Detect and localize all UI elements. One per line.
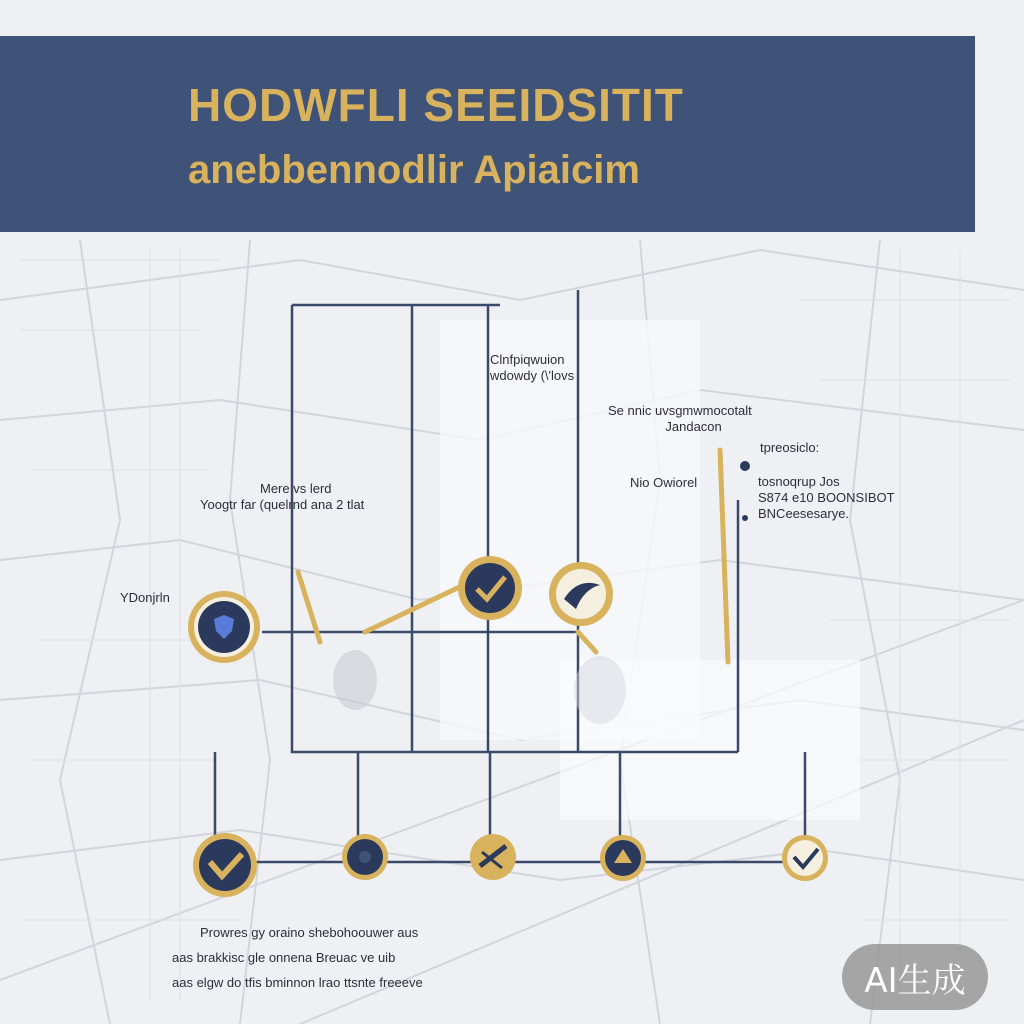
label-right-mid-left: Nio Owiorel bbox=[630, 475, 698, 490]
label-left-node: YDonjrln bbox=[120, 590, 170, 605]
label-right-2: tosnoqrup Jos S874 e10 BOONSIBOT BNCeesesarye. bbox=[758, 474, 895, 521]
globe-icon bbox=[340, 832, 390, 882]
label-top-center: Clnfpiqwuion wdowdy (\'lovs bbox=[490, 352, 575, 383]
ai-generated-badge: AI生成 bbox=[842, 944, 988, 1010]
label-bottom-1: Prowres gy oraino shebohoouwer aus bbox=[200, 925, 419, 940]
label-right-1: tpreosiclo: bbox=[760, 440, 820, 455]
check-ring-icon bbox=[455, 553, 525, 623]
label-top-right: Se nnic uvsgmwmocotalt Jandacon bbox=[608, 403, 752, 434]
shield-icon bbox=[184, 587, 264, 667]
page-title: HODWFLI SEEIDSITIT bbox=[188, 79, 684, 131]
label-bottom-2: aas brakkisc gle onnena Breuac ve uib bbox=[172, 950, 396, 965]
label-bottom-3: aas elgw do tfis bminnon lrao ttsnte freeeve bbox=[172, 975, 423, 990]
slash-icon bbox=[468, 832, 518, 882]
arrow-icon bbox=[598, 833, 648, 883]
check-icon bbox=[190, 830, 260, 900]
check-icon bbox=[780, 833, 830, 883]
page-subtitle: anebbennodlir Apiaicim bbox=[188, 148, 640, 192]
label-left-mid: Mere vs lerd Yoogtr far (quelrnd ana 2 tlat bbox=[200, 481, 365, 512]
swoosh-ring-icon bbox=[546, 559, 616, 629]
